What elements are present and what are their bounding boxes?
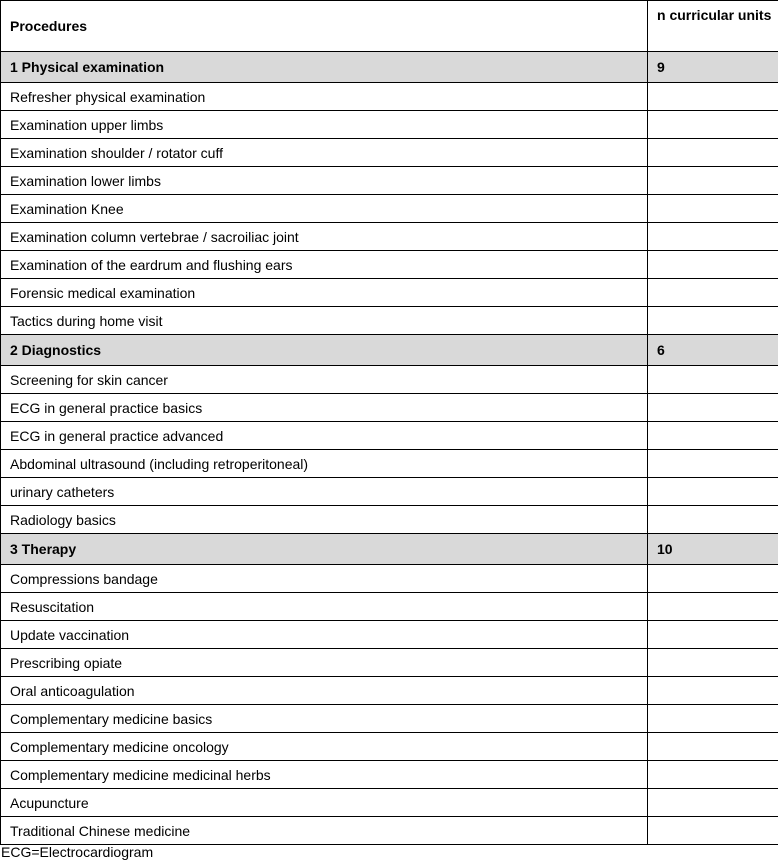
procedure-units-cell [648,565,778,593]
section-units: 6 [648,335,778,366]
table-row [1,111,778,139]
table-row [1,139,778,167]
footnote: ECG=Electrocardiogram [1,844,154,860]
table-row [1,366,778,394]
header-units: n curricular units [648,1,778,52]
table-row [1,733,778,761]
table-row [1,649,778,677]
procedure-units-cell [648,422,778,450]
procedure-name: Tactics during home visit [1,307,648,335]
section-title: 3 Therapy [1,534,648,565]
procedure-name: urinary catheters [1,478,648,506]
table-row [1,251,778,279]
table-row [1,817,778,845]
procedure-name: Complementary medicine medicinal herbs [1,761,648,789]
table-row [1,593,778,621]
table-row [1,195,778,223]
procedure-name: Forensic medical examination [1,279,648,307]
procedure-name: Screening for skin cancer [1,366,648,394]
procedure-name: Compressions bandage [1,565,648,593]
table-header-row [1,1,778,52]
procedure-name: Examination upper limbs [1,111,648,139]
procedure-units-cell [648,251,778,279]
procedure-name: Refresher physical examination [1,83,648,111]
table-row [1,621,778,649]
section-row [1,335,778,366]
procedure-units-cell [648,593,778,621]
table-row [1,394,778,422]
procedure-units-cell [648,621,778,649]
procedure-name: Examination shoulder / rotator cuff [1,139,648,167]
procedure-name: Examination column vertebrae / sacroiliac joint [1,223,648,251]
section-units: 10 [648,534,778,565]
procedure-units-cell [648,450,778,478]
procedure-units-cell [648,478,778,506]
procedure-name: Examination lower limbs [1,167,648,195]
table-row [1,761,778,789]
procedure-units-cell [648,167,778,195]
table-row [1,565,778,593]
table-row [1,83,778,111]
table-row [1,223,778,251]
procedure-name: Prescribing opiate [1,649,648,677]
procedure-units-cell [648,307,778,335]
section-title: 2 Diagnostics [1,335,648,366]
section-row [1,52,778,83]
procedure-units-cell [648,705,778,733]
procedure-units-cell [648,733,778,761]
header-procedures: Procedures [1,1,648,52]
procedure-name: Acupuncture [1,789,648,817]
procedure-units-cell [648,366,778,394]
table-row [1,677,778,705]
section-row [1,534,778,565]
procedure-name: Update vaccination [1,621,648,649]
procedure-units-cell [648,139,778,167]
table-row [1,478,778,506]
procedure-name: ECG in general practice advanced [1,422,648,450]
procedure-name: Resuscitation [1,593,648,621]
table-row [1,450,778,478]
table-row [1,705,778,733]
procedure-name: Examination Knee [1,195,648,223]
table-row [1,422,778,450]
table-row [1,506,778,534]
procedure-units-cell [648,279,778,307]
procedure-name: Examination of the eardrum and flushing ears [1,251,648,279]
procedure-units-cell [648,761,778,789]
procedure-units-cell [648,394,778,422]
table-body [1,52,778,845]
table-row [1,307,778,335]
procedure-name: Oral anticoagulation [1,677,648,705]
procedure-name: ECG in general practice basics [1,394,648,422]
procedure-name: Complementary medicine basics [1,705,648,733]
procedure-name: Radiology basics [1,506,648,534]
procedure-name: Complementary medicine oncology [1,733,648,761]
procedure-name: Traditional Chinese medicine [1,817,648,845]
table-row [1,789,778,817]
procedure-units-cell [648,506,778,534]
procedure-units-cell [648,817,778,845]
section-title: 1 Physical examination [1,52,648,83]
procedure-units-cell [648,789,778,817]
procedure-units-cell [648,83,778,111]
procedure-units-cell [648,223,778,251]
procedure-units-cell [648,195,778,223]
table-row [1,167,778,195]
section-units: 9 [648,52,778,83]
procedure-units-cell [648,649,778,677]
procedure-units-cell [648,677,778,705]
procedure-name: Abdominal ultrasound (including retroperitoneal) [1,450,648,478]
table-row [1,279,778,307]
procedure-units-cell [648,111,778,139]
